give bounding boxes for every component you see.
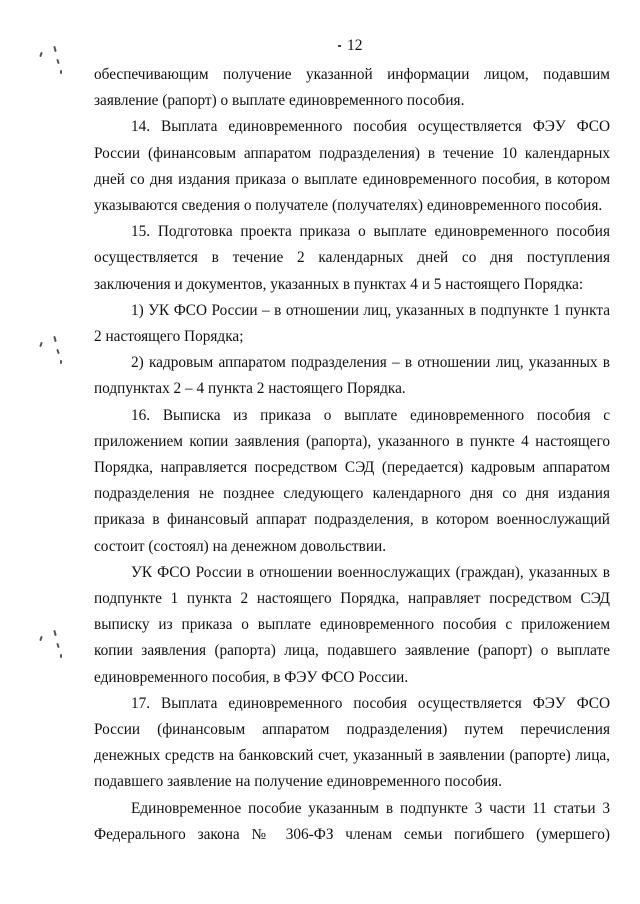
document-body [94, 62, 610, 848]
paragraph-17: 17. Выплата единовременного пособия осуществляется ФЭУ ФСО России (финансовым аппаратом подразделения) путем перечисления денежных средств на банковский счет, указанный в заявлении (рапорте) лица, подавшего заявление на получение единовременного пособия. [94, 694, 610, 791]
paragraph-16-uk-fso: УК ФСО России в отношении военнослужащих (граждан), указанных в подпункте 1 пункта 2 настоящего Порядка, направляет посредством СЭД выписку из приказа о выплате единовременного пособия с приложением копии заявления (рапорта) лица, подавшего заявление (рапорт) о выплате единовременного пособия, в ФЭУ ФСО России. [94, 563, 610, 686]
paragraph-14: 14. Выплата единовременного пособия осуществляется ФЭУ ФСО России (финансовым аппаратом подразделения) в течение 10 календарных дней со дня издания приказа о выплате единовременного пособия, в котором указываются сведения о получателе (получателях) единовременного пособия. [94, 118, 610, 215]
scan-punch-mark-middle [40, 336, 66, 370]
page-number-text: 12 [347, 37, 363, 54]
paragraph-15: 15. Подготовка проекта приказа о выплате единовременного пособия осуществляется в течение 2 календарных дней со дня поступления заключения и документов, указанных в пунктах 4 и 5 настоящего Порядка: [94, 223, 610, 293]
paragraph-continuation: обеспечивающим получение указанной информации лицом, подавшим заявление (рапорт) о выплате единовременного пособия. [94, 66, 610, 110]
scan-dot-mark [338, 45, 341, 47]
scan-punch-mark-bottom [40, 630, 66, 664]
paragraph-17-lump-sum: Единовременное пособие указанным в подпункте 3 части 11 статьи 3 Федерального закона № 306-ФЗ членам семьи погибшего (умершего) [94, 799, 610, 843]
page-number [338, 37, 363, 55]
paragraph-15-item-1: 1) УК ФСО России – в отношении лиц, указанных в подпункте 1 пункта 2 настоящего Порядка; [94, 301, 610, 346]
scan-punch-mark-top [40, 46, 66, 80]
paragraph-16: 16. Выписка из приказа о выплате единовременного пособия с приложением копии заявления (рапорта), указанного в пункте 4 настоящего Порядка, направляется посредством СЭД (передается) кадровым аппаратом подразделения не позднее следующего календарного дня со дня издания приказа в финансовый аппарат подразделения, в котором военнослужащий состоит (состоял) на денежном довольствии. [94, 406, 610, 555]
paragraph-15-item-2: 2) кадровым аппаратом подразделения – в отношении лиц, указанных в подпунктах 2 – 4 пункта 2 настоящего Порядка. [94, 354, 610, 398]
